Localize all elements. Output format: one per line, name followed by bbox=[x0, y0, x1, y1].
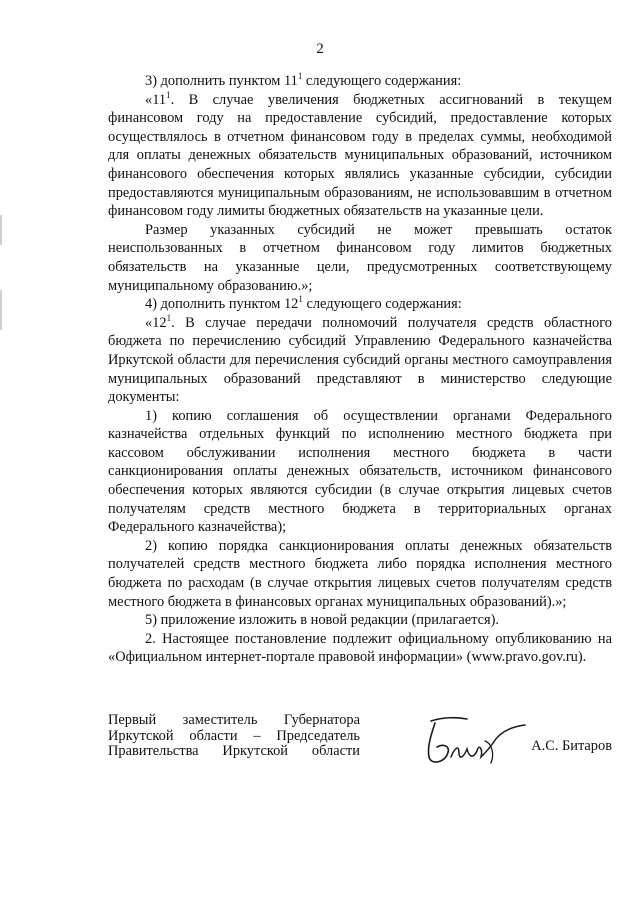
margin-mark-bottom bbox=[0, 290, 2, 330]
signatory-title bbox=[108, 713, 360, 760]
margin-mark-top bbox=[0, 215, 2, 245]
page-number: 2 bbox=[316, 41, 324, 57]
signatory-title-line: Первый заместитель Губернатора bbox=[108, 712, 360, 728]
paragraph-document-2: 2) копию порядка санкционирования оплаты денежных обязательств получателей средств местного бюджета либо порядка исполнения местного бюджета по расходам (в случае открытия лицевых счетов получателям средств местного бюджета в финансовых органах муниципальных образований).»; bbox=[108, 537, 612, 610]
signatory-title-line: Иркутской области – Председатель bbox=[108, 727, 360, 744]
paragraph-subsidy-limit: Размер указанных субсидий не может превышать остаток неиспользованных в отчетном финансовом году лимитов бюджетных обязательств на указанные цели, предусмотренных соответствующему муниципальному образованию.»; bbox=[108, 221, 612, 294]
paragraph-item-3: 3) дополнить пунктом $11^1$ следующего содержания: bbox=[145, 71, 462, 89]
document-body bbox=[108, 72, 612, 667]
signature-block bbox=[108, 713, 612, 773]
paragraph-publication: 2. Настоящее постановление подлежит официальному опубликованию на «Официальном интернет-портале правовой информации» (www.pravo.gov.ru). bbox=[108, 630, 612, 666]
paragraph-document-1: 1) копию соглашения об осуществлении органами Федерального казначейства отдельных функций по исполнению местного бюджета при кассовом обслуживании исполнения местного бюджета в части санкционирования оплаты денежных обязательств, источником финансового обеспечения которых являются субсидии (в случае открытия лицевых счетов получателям средств местного бюджета в территориальных органах Федерального казначейства); bbox=[108, 407, 612, 536]
paragraph-item-4: 4) дополнить пунктом $12^1$ следующего содержания: bbox=[145, 294, 462, 313]
signatory-name: А.С. Битаров bbox=[531, 738, 612, 754]
paragraph-point-11-1: «$11^1$. В случае увеличения бюджетных ассигнований в текущем финансовом году на предоставление субсидий, предоставление которых осуществлялось в отчетном финансовом году в пределах суммы, необходимой для оплаты денежных обязательств муниципальных образований, источником финансового обеспечения которых являлись указанные субсидии, субсидии предоставляются муниципальным образованиям, не использовавшим в отчетном финансовом году лимиты бюджетных обязательств на указанные цели. bbox=[108, 89, 612, 220]
paragraph-point-12-1: «$12^1$. В случае передачи полномочий получателя средств областного бюджета по перечислению субсидий Управлению Федерального казначейства Иркутской области для перечисления субсидий органы местного самоуправления муниципальных образований представляют в министерство следующие документы: bbox=[108, 312, 612, 406]
signatory-title-line: Правительства Иркутской области bbox=[108, 743, 360, 759]
paragraph-item-5: 5) приложение изложить в новой редакции (прилагается). bbox=[145, 612, 499, 629]
handwritten-signature bbox=[413, 713, 533, 771]
